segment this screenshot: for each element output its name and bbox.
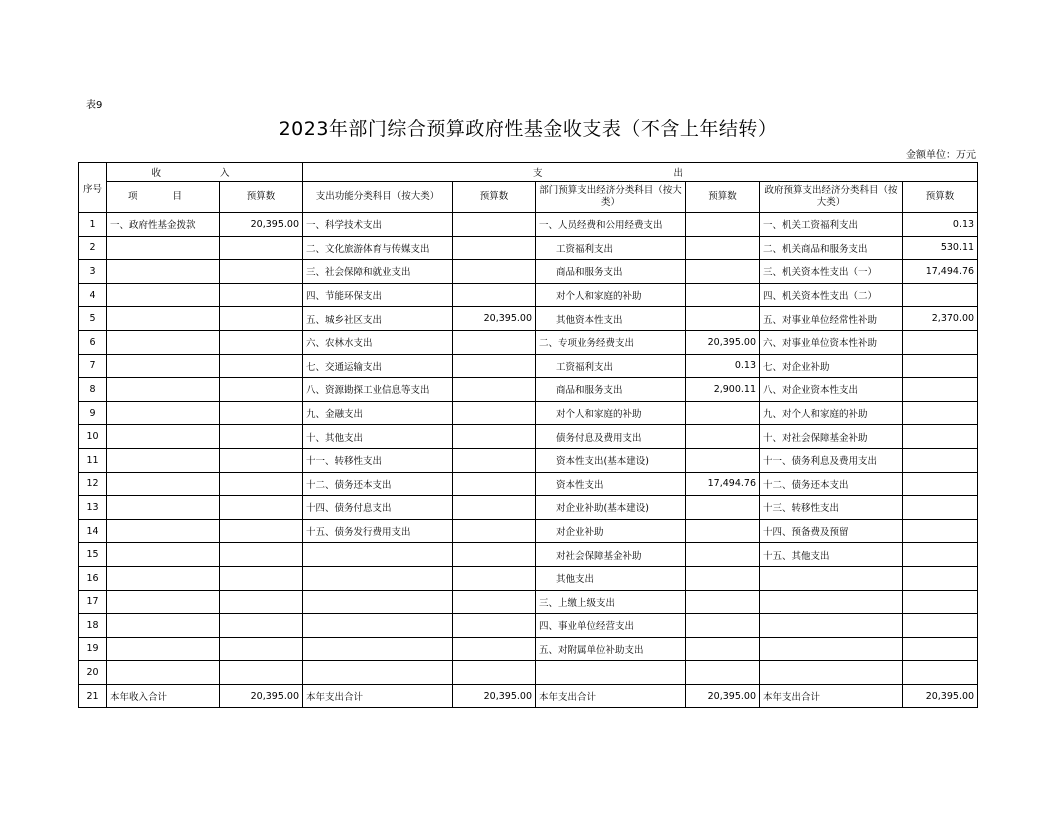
row-seq: 14 [79, 519, 107, 543]
row-func-budget [453, 330, 536, 354]
row-gov-item: 四、机关资本性支出（二） [760, 283, 903, 307]
table-row [79, 330, 978, 354]
row-gov-item [760, 566, 903, 590]
table-row [79, 213, 978, 237]
row-func-item: 一、科学技术支出 [303, 213, 453, 237]
row-gov-item: 八、对企业资本性支出 [760, 378, 903, 402]
unit-label: 金额单位：万元 [906, 150, 976, 161]
row-seq: 17 [79, 590, 107, 614]
row-func-budget [453, 590, 536, 614]
row-func-item: 二、文化旅游体育与传媒支出 [303, 236, 453, 260]
row-dept-budget [686, 566, 760, 590]
row-dept-budget [686, 425, 760, 449]
row-func-budget [453, 378, 536, 402]
row-income-budget [220, 614, 303, 638]
header-expense-text: 支 出 [533, 168, 748, 179]
row-dept-item: 对个人和家庭的补助 [536, 283, 686, 307]
row-func-item [303, 543, 453, 567]
row-dept-budget [686, 637, 760, 661]
row-income-item [107, 330, 220, 354]
header-dept-econ-class: 部门预算支出经济分类科目（按大类） [536, 182, 686, 213]
row-dept-budget [686, 401, 760, 425]
row-func-budget [453, 401, 536, 425]
row-dept-item: 对企业补助(基本建设) [536, 496, 686, 520]
row-func-item [303, 637, 453, 661]
table-row [79, 543, 978, 567]
table-row [79, 684, 978, 708]
budget-table [78, 162, 978, 708]
row-func-budget [453, 213, 536, 237]
row-dept-budget: 0.13 [686, 354, 760, 378]
row-func-budget [453, 448, 536, 472]
table-row [79, 637, 978, 661]
row-gov-budget: 530.11 [903, 236, 978, 260]
row-dept-budget: 2,900.11 [686, 378, 760, 402]
row-func-item: 十五、债务发行费用支出 [303, 519, 453, 543]
row-dept-item: 二、专项业务经费支出 [536, 330, 686, 354]
header-expense [303, 163, 978, 182]
row-dept-item: 一、人员经费和公用经费支出 [536, 213, 686, 237]
row-dept-budget [686, 543, 760, 567]
row-dept-budget [686, 448, 760, 472]
row-income-item [107, 236, 220, 260]
row-gov-budget [903, 566, 978, 590]
row-gov-budget: 0.13 [903, 213, 978, 237]
row-func-budget [453, 425, 536, 449]
row-income-item [107, 519, 220, 543]
table-row [79, 307, 978, 331]
table-row [79, 661, 978, 685]
header-budget-gov: 预算数 [903, 182, 978, 213]
row-seq: 11 [79, 448, 107, 472]
row-income-item [107, 354, 220, 378]
row-seq: 2 [79, 236, 107, 260]
row-income-budget [220, 307, 303, 331]
row-dept-budget [686, 614, 760, 638]
row-func-budget [453, 614, 536, 638]
row-seq: 4 [79, 283, 107, 307]
row-seq: 13 [79, 496, 107, 520]
row-dept-item: 对个人和家庭的补助 [536, 401, 686, 425]
row-gov-item: 一、机关工资福利支出 [760, 213, 903, 237]
row-gov-budget [903, 614, 978, 638]
row-income-item [107, 307, 220, 331]
row-dept-item: 对社会保障基金补助 [536, 543, 686, 567]
row-dept-budget: 20,395.00 [686, 330, 760, 354]
table-row [79, 354, 978, 378]
row-dept-budget: 20,395.00 [686, 684, 760, 708]
row-gov-item: 六、对事业单位资本性补助 [760, 330, 903, 354]
row-func-item: 五、城乡社区支出 [303, 307, 453, 331]
row-dept-item: 其他支出 [536, 566, 686, 590]
row-dept-budget [686, 496, 760, 520]
row-func-item: 十四、债务付息支出 [303, 496, 453, 520]
row-income-budget [220, 283, 303, 307]
row-dept-item: 本年支出合计 [536, 684, 686, 708]
row-gov-budget [903, 378, 978, 402]
row-seq: 21 [79, 684, 107, 708]
row-gov-item: 十一、债务利息及费用支出 [760, 448, 903, 472]
row-income-budget [220, 378, 303, 402]
header-gov-econ-class: 政府预算支出经济分类科目（按大类） [760, 182, 903, 213]
row-func-item: 八、资源勘探工业信息等支出 [303, 378, 453, 402]
row-func-item [303, 590, 453, 614]
row-dept-item: 其他资本性支出 [536, 307, 686, 331]
row-func-budget [453, 543, 536, 567]
row-income-budget [220, 590, 303, 614]
header-item [107, 182, 220, 213]
row-func-budget [453, 566, 536, 590]
row-dept-budget [686, 590, 760, 614]
table-label: 表9 [86, 100, 103, 111]
row-income-budget [220, 425, 303, 449]
row-dept-item: 资本性支出(基本建设) [536, 448, 686, 472]
row-income-item [107, 590, 220, 614]
row-gov-item [760, 590, 903, 614]
row-gov-item: 三、机关资本性支出（一） [760, 260, 903, 284]
header-func-class: 支出功能分类科目（按大类） [303, 182, 453, 213]
table-row [79, 448, 978, 472]
row-gov-budget [903, 661, 978, 685]
row-func-budget [453, 283, 536, 307]
row-income-budget [220, 661, 303, 685]
row-func-item: 六、农林水支出 [303, 330, 453, 354]
row-func-budget [453, 472, 536, 496]
row-gov-item: 九、对个人和家庭的补助 [760, 401, 903, 425]
row-gov-budget [903, 472, 978, 496]
row-gov-item: 本年支出合计 [760, 684, 903, 708]
table-row [79, 283, 978, 307]
row-gov-budget [903, 401, 978, 425]
row-gov-budget [903, 448, 978, 472]
header-budget-dept: 预算数 [686, 182, 760, 213]
row-dept-item [536, 661, 686, 685]
row-func-item: 本年支出合计 [303, 684, 453, 708]
page-title: 2023年部门综合预算政府性基金收支表（不含上年结转） [278, 118, 778, 140]
row-seq: 1 [79, 213, 107, 237]
table-row [79, 236, 978, 260]
row-func-item: 四、节能环保支出 [303, 283, 453, 307]
row-income-item [107, 637, 220, 661]
row-gov-budget [903, 283, 978, 307]
row-func-item: 七、交通运输支出 [303, 354, 453, 378]
row-gov-budget: 2,370.00 [903, 307, 978, 331]
row-income-item [107, 283, 220, 307]
row-seq: 6 [79, 330, 107, 354]
row-seq: 19 [79, 637, 107, 661]
row-seq: 3 [79, 260, 107, 284]
table-row [79, 614, 978, 638]
table-row [79, 566, 978, 590]
row-gov-budget [903, 330, 978, 354]
row-seq: 5 [79, 307, 107, 331]
row-seq: 9 [79, 401, 107, 425]
row-func-budget [453, 260, 536, 284]
row-income-item [107, 425, 220, 449]
table-row [79, 401, 978, 425]
header-row-2 [79, 182, 978, 213]
row-dept-item: 五、对附属单位补助支出 [536, 637, 686, 661]
row-func-budget [453, 661, 536, 685]
row-func-budget [453, 236, 536, 260]
table-row [79, 378, 978, 402]
row-seq: 10 [79, 425, 107, 449]
row-func-budget: 20,395.00 [453, 307, 536, 331]
row-income-item [107, 260, 220, 284]
row-gov-item: 五、对事业单位经常性补助 [760, 307, 903, 331]
row-dept-item: 商品和服务支出 [536, 378, 686, 402]
header-budget-func: 预算数 [453, 182, 536, 213]
row-dept-item: 四、事业单位经营支出 [536, 614, 686, 638]
row-seq: 20 [79, 661, 107, 685]
row-func-item: 十一、转移性支出 [303, 448, 453, 472]
row-func-budget [453, 354, 536, 378]
row-gov-item [760, 661, 903, 685]
header-item-text: 项 目 [127, 191, 199, 202]
row-gov-budget: 17,494.76 [903, 260, 978, 284]
row-func-item: 十、其他支出 [303, 425, 453, 449]
table-row [79, 496, 978, 520]
row-seq: 7 [79, 354, 107, 378]
row-gov-item: 十五、其他支出 [760, 543, 903, 567]
row-seq: 12 [79, 472, 107, 496]
row-gov-item: 十三、转移性支出 [760, 496, 903, 520]
row-dept-budget [686, 283, 760, 307]
row-func-budget: 20,395.00 [453, 684, 536, 708]
row-seq: 18 [79, 614, 107, 638]
row-dept-budget: 17,494.76 [686, 472, 760, 496]
row-gov-budget [903, 637, 978, 661]
table-row [79, 425, 978, 449]
row-income-item [107, 448, 220, 472]
row-gov-budget [903, 496, 978, 520]
header-row-1 [79, 163, 978, 182]
row-gov-budget [903, 354, 978, 378]
header-income-text: 收 入 [151, 168, 258, 179]
row-income-budget: 20,395.00 [220, 684, 303, 708]
row-gov-item [760, 614, 903, 638]
row-gov-budget [903, 519, 978, 543]
row-dept-budget [686, 236, 760, 260]
row-income-budget: 20,395.00 [220, 213, 303, 237]
row-func-item: 十二、债务还本支出 [303, 472, 453, 496]
row-income-item [107, 472, 220, 496]
row-dept-budget [686, 260, 760, 284]
row-income-budget [220, 637, 303, 661]
row-gov-item: 十、对社会保障基金补助 [760, 425, 903, 449]
row-func-item [303, 661, 453, 685]
header-budget-income: 预算数 [220, 182, 303, 213]
row-income-item [107, 378, 220, 402]
row-income-budget [220, 236, 303, 260]
row-func-item [303, 566, 453, 590]
header-income [107, 163, 303, 182]
row-seq: 16 [79, 566, 107, 590]
row-gov-budget [903, 425, 978, 449]
table-row [79, 590, 978, 614]
row-income-item [107, 566, 220, 590]
row-func-budget [453, 637, 536, 661]
table-row [79, 472, 978, 496]
row-gov-item: 二、机关商品和服务支出 [760, 236, 903, 260]
row-income-budget [220, 566, 303, 590]
row-gov-budget [903, 590, 978, 614]
row-income-item [107, 661, 220, 685]
row-func-budget [453, 496, 536, 520]
row-gov-item [760, 637, 903, 661]
row-dept-budget [686, 307, 760, 331]
header-seq: 序号 [79, 163, 107, 213]
row-gov-budget [903, 543, 978, 567]
row-income-item [107, 401, 220, 425]
row-seq: 8 [79, 378, 107, 402]
row-dept-item: 资本性支出 [536, 472, 686, 496]
row-func-budget [453, 519, 536, 543]
row-income-budget [220, 354, 303, 378]
table-row [79, 260, 978, 284]
table-body [79, 213, 978, 708]
row-income-budget [220, 330, 303, 354]
row-income-budget [220, 401, 303, 425]
row-gov-item: 十二、债务还本支出 [760, 472, 903, 496]
row-income-budget [220, 472, 303, 496]
row-income-item: 本年收入合计 [107, 684, 220, 708]
row-func-item [303, 614, 453, 638]
row-gov-budget: 20,395.00 [903, 684, 978, 708]
row-dept-item: 债务付息及费用支出 [536, 425, 686, 449]
row-income-item [107, 614, 220, 638]
row-income-budget [220, 448, 303, 472]
row-dept-item: 三、上缴上级支出 [536, 590, 686, 614]
row-income-item: 一、政府性基金拨款 [107, 213, 220, 237]
row-dept-budget [686, 519, 760, 543]
row-func-item: 三、社会保障和就业支出 [303, 260, 453, 284]
row-dept-item: 工资福利支出 [536, 236, 686, 260]
row-gov-item: 七、对企业补助 [760, 354, 903, 378]
row-dept-item: 对企业补助 [536, 519, 686, 543]
table-row [79, 519, 978, 543]
row-func-item: 九、金融支出 [303, 401, 453, 425]
row-dept-budget [686, 661, 760, 685]
row-income-budget [220, 519, 303, 543]
row-income-budget [220, 543, 303, 567]
row-income-budget [220, 260, 303, 284]
row-seq: 15 [79, 543, 107, 567]
row-dept-item: 工资福利支出 [536, 354, 686, 378]
row-income-item [107, 543, 220, 567]
row-dept-item: 商品和服务支出 [536, 260, 686, 284]
row-income-budget [220, 496, 303, 520]
row-gov-item: 十四、预备费及预留 [760, 519, 903, 543]
row-dept-budget [686, 213, 760, 237]
row-income-item [107, 496, 220, 520]
